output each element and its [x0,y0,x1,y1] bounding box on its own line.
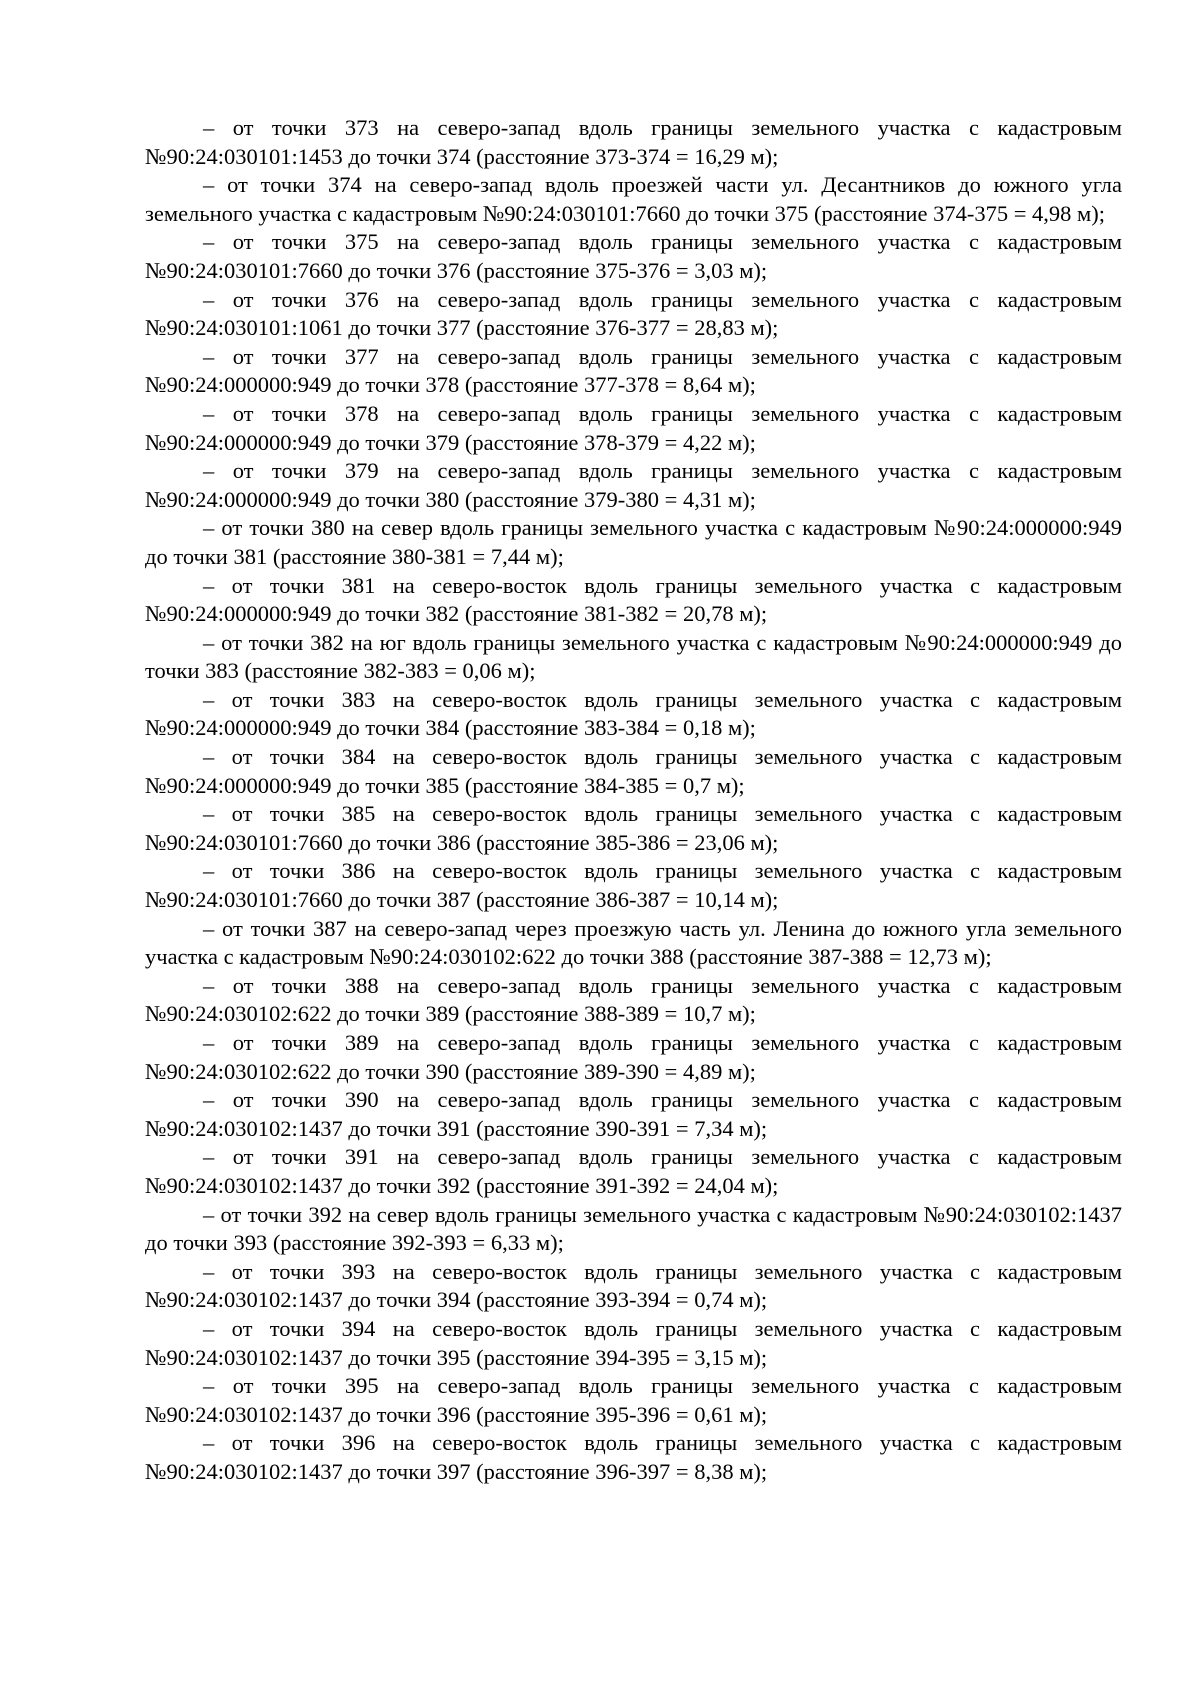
boundary-segment-paragraph: – от точки 390 на северо-запад вдоль границы земельного участка с кадастровым №90:24:030102:1437 до точки 391 (расстояние 390-391 = 7,34 м); [145,1087,1122,1141]
boundary-segment-paragraph: – от точки 383 на северо-восток вдоль границы земельного участка с кадастровым №90:24:000000:949 до точки 384 (расстояние 383-384 = 0,18 м); [145,686,1122,741]
boundary-segment-paragraph: – от точки 385 на северо-восток вдоль границы земельного участка с кадастровым №90:24:030101:7660 до точки 386 (расстояние 385-386 = 23,06 м); [145,801,1122,855]
boundary-segment-paragraph: – от точки 376 на северо-запад вдоль границы земельного участка с кадастровым №90:24:030101:1061 до точки 377 (расстояние 376-377 = 28,83 м); [145,286,1122,341]
boundary-segment-paragraph: – от точки 382 на юг вдоль границы земельного участка с кадастровым №90:24:000000:949 до точки 383 (расстояние 382-383 = 0,06 м); [145,629,1122,684]
boundary-segment-paragraph: – от точки 388 на северо-запад вдоль границы земельного участка с кадастровым №90:24:030102:622 до точки 389 (расстояние 388-389 = 10,7 м); [145,972,1122,1027]
boundary-segment-paragraph: – от точки 384 на северо-восток вдоль границы земельного участка с кадастровым №90:24:000000:949 до точки 385 (расстояние 384-385 = 0,7 м); [145,744,1122,798]
boundary-segment-paragraph: – от точки 381 на северо-восток вдоль границы земельного участка с кадастровым №90:24:000000:949 до точки 382 (расстояние 381-382 = 20,78 м); [145,572,1122,627]
boundary-segment-paragraph: – от точки 391 на северо-запад вдоль границы земельного участка с кадастровым №90:24:030102:1437 до точки 392 (расстояние 391-392 = 24,04 м); [145,1144,1122,1198]
boundary-segment-paragraph: – от точки 386 на северо-восток вдоль границы земельного участка с кадастровым №90:24:030101:7660 до точки 387 (расстояние 386-387 = 10,14 м); [145,858,1122,913]
boundary-segment-paragraph: – от точки 377 на северо-запад вдоль границы земельного участка с кадастровым №90:24:000000:949 до точки 378 (расстояние 377-378 = 8,64 м); [145,343,1122,398]
boundary-segment-paragraph: – от точки 394 на северо-восток вдоль границы земельного участка с кадастровым №90:24:030102:1437 до точки 395 (расстояние 394-395 = 3,15 м); [145,1315,1122,1370]
boundary-segment-paragraph: – от точки 375 на северо-запад вдоль границы земельного участка с кадастровым №90:24:030101:7660 до точки 376 (расстояние 375-376 = 3,03 м); [145,229,1122,283]
boundary-segment-paragraph: – от точки 393 на северо-восток вдоль границы земельного участка с кадастровым №90:24:030102:1437 до точки 394 (расстояние 393-394 = 0,74 м); [145,1258,1122,1313]
boundary-segment-paragraph: – от точки 387 на северо-запад через проезжую часть ул. Ленина до южного угла земельного участка с кадастровым №90:24:030102:622 до точки 388 (расстояние 387-388 = 12,73 м); [145,915,1122,970]
document-page [145,114,1122,1487]
boundary-segment-paragraph: – от точки 392 на север вдоль границы земельного участка с кадастровым №90:24:030102:1437 до точки 393 (расстояние 392-393 = 6,33 м); [145,1201,1122,1256]
boundary-segment-paragraph: – от точки 396 на северо-восток вдоль границы земельного участка с кадастровым №90:24:030102:1437 до точки 397 (расстояние 396-397 = 8,38 м); [145,1430,1122,1484]
boundary-segment-paragraph: – от точки 389 на северо-запад вдоль границы земельного участка с кадастровым №90:24:030102:622 до точки 390 (расстояние 389-390 = 4,89 м); [145,1030,1122,1084]
boundary-segment-paragraph: – от точки 374 на северо-запад вдоль проезжей части ул. Десантников до южного угла земельного участка с кадастровым №90:24:030101:7660 до точки 375 (расстояние 374-375 = 4,98 м); [145,172,1122,226]
boundary-segment-paragraph: – от точки 373 на северо-запад вдоль границы земельного участка с кадастровым №90:24:030101:1453 до точки 374 (расстояние 373-374 = 16,29 м); [145,115,1122,169]
boundary-segment-paragraph: – от точки 395 на северо-запад вдоль границы земельного участка с кадастровым №90:24:030102:1437 до точки 396 (расстояние 395-396 = 0,61 м); [145,1373,1122,1427]
boundary-segment-paragraph: – от точки 380 на север вдоль границы земельного участка с кадастровым №90:24:000000:949 до точки 381 (расстояние 380-381 = 7,44 м); [145,515,1122,569]
boundary-segment-paragraph: – от точки 379 на северо-запад вдоль границы земельного участка с кадастровым №90:24:000000:949 до точки 380 (расстояние 379-380 = 4,31 м); [145,458,1122,512]
boundary-segment-paragraph: – от точки 378 на северо-запад вдоль границы земельного участка с кадастровым №90:24:000000:949 до точки 379 (расстояние 378-379 = 4,22 м); [145,400,1122,455]
